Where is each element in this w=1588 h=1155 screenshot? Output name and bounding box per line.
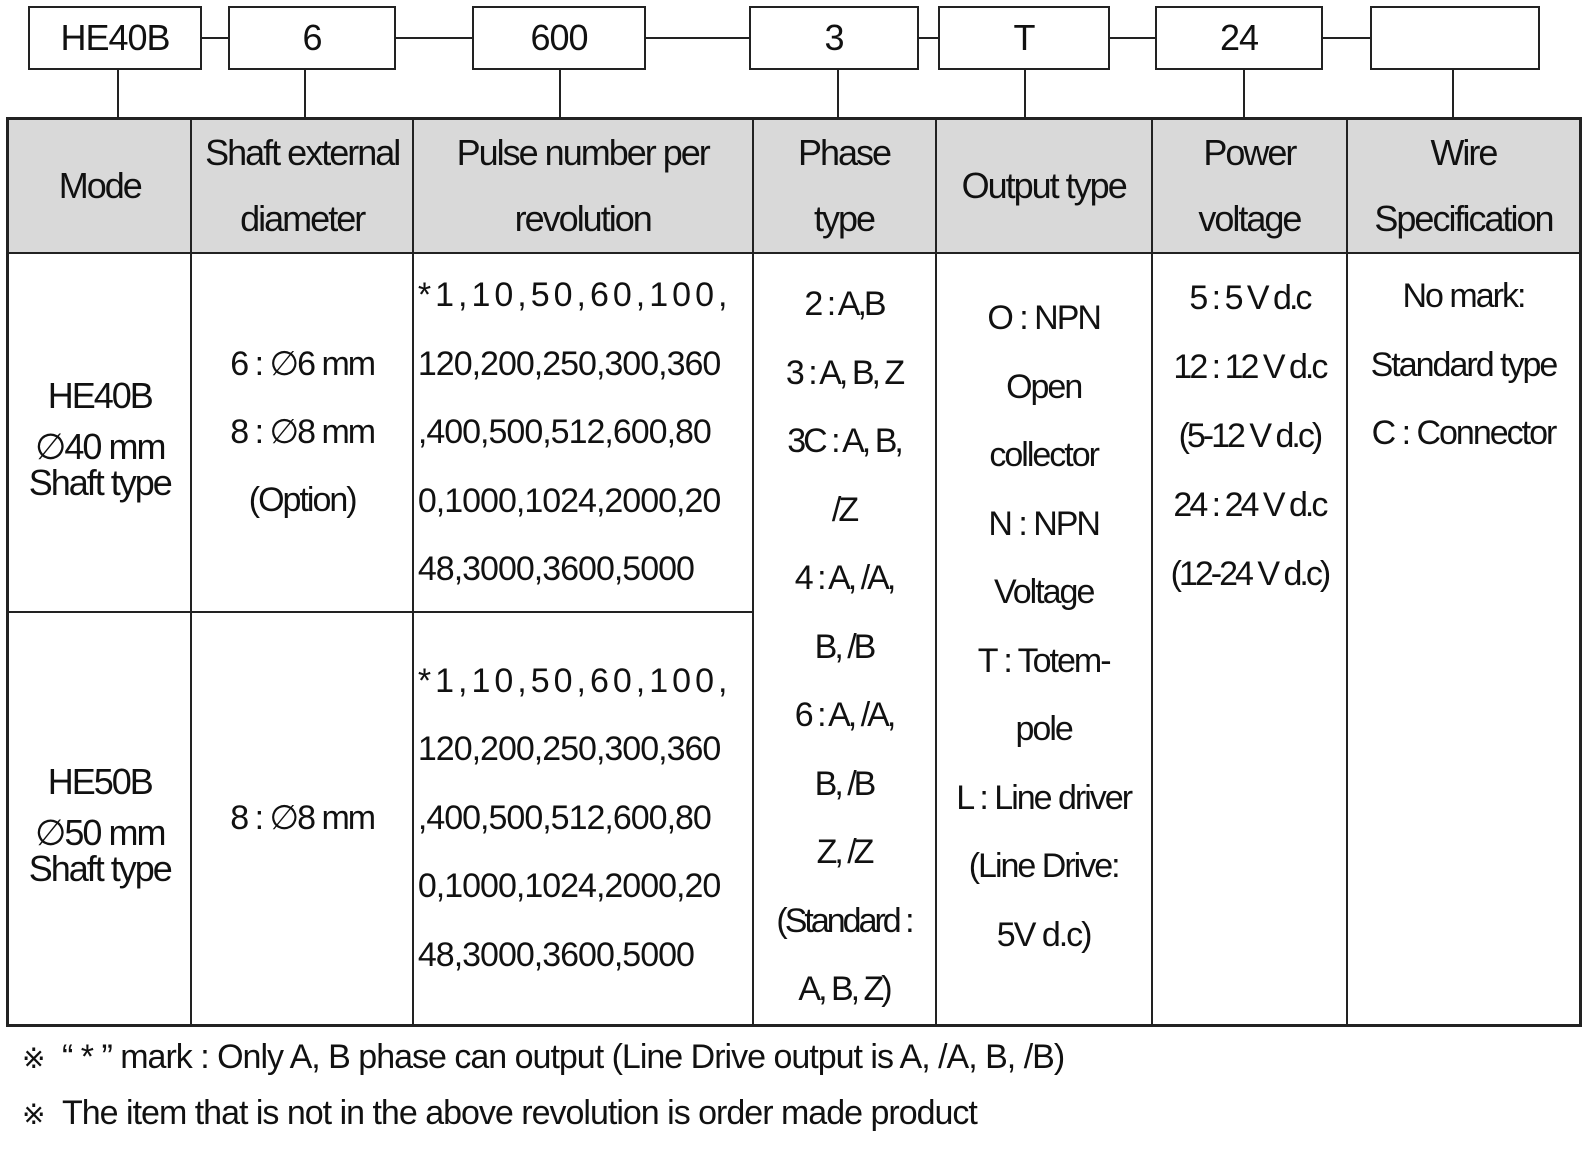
code-box-pulse: 600 <box>472 6 646 70</box>
drop-line <box>1024 70 1026 118</box>
header-pulse: Pulse number per revolution <box>413 119 753 254</box>
note-mark-output: ※ “ * ” mark : Only A, B phase can output (Line Drive output is A, /A, B, /B) <box>22 1038 1065 1076</box>
drop-line <box>117 70 119 118</box>
table-row <box>8 253 1581 612</box>
spec-table <box>6 117 1582 1027</box>
drop-line <box>1243 70 1245 118</box>
header-output: Output type <box>936 119 1152 254</box>
code-box-output: T <box>938 6 1110 70</box>
reference-mark-icon: ※ <box>22 1043 45 1074</box>
header-shaft: Shaft external diameter <box>191 119 412 254</box>
header-power: Power voltage <box>1152 119 1347 254</box>
note-order-made: ※ The item that is not in the above revolution is order made product <box>22 1094 977 1132</box>
drop-line <box>837 70 839 118</box>
shaft-cell: 6 : ∅6 mm 8 : ∅8 mm (Option) <box>191 253 412 612</box>
phase-cell: 2 : A,B 3 : A, B, Z 3C : A, B, /Z 4 : A, /A, B, /B 6 : A, /A, B, /B Z, /Z (Standard : A, B, Z) <box>753 253 936 1025</box>
pulse-cell: *1,10,50,60,100, 120,200,250,300,360 ,400,500,512,600,80 0,1000,1024,2000,20 48,3000,3600,5000 <box>413 253 753 612</box>
header-mode: Mode <box>8 119 192 254</box>
power-cell: 5 : 5 V d.c 12 : 12 V d.c (5-12 V d.c) 24 : 24 V d.c (12-24 V d.c) <box>1152 253 1347 1025</box>
pulse-cell: *1,10,50,60,100, 120,200,250,300,360 ,400,500,512,600,80 0,1000,1024,2000,20 48,3000,3600,5000 <box>413 612 753 1025</box>
code-box-shaft: 6 <box>228 6 396 70</box>
drop-line <box>1452 70 1454 118</box>
output-cell: O : NPN Open collector N : NPN Voltage T : Totem- pole L : Line driver (Line Drive: 5V d.c) <box>936 253 1152 1025</box>
header-wire: Wire Specification <box>1347 119 1581 254</box>
drop-line <box>304 70 306 118</box>
code-box-phase: 3 <box>749 6 919 70</box>
reference-mark-icon: ※ <box>22 1099 45 1130</box>
header-phase: Phase type <box>753 119 936 254</box>
shaft-cell: 8 : ∅8 mm <box>191 612 412 1025</box>
header-row <box>8 119 1581 254</box>
wire-cell: No mark: Standard type C : Connector <box>1347 253 1581 1025</box>
mode-cell: HE40B ∅40 mm Shaft type <box>8 253 192 612</box>
mode-cell: HE50B ∅50 mm Shaft type <box>8 612 192 1025</box>
code-box-wire <box>1370 6 1540 70</box>
code-box-model: HE40B <box>28 6 202 70</box>
drop-line <box>559 70 561 118</box>
code-box-power: 24 <box>1155 6 1323 70</box>
